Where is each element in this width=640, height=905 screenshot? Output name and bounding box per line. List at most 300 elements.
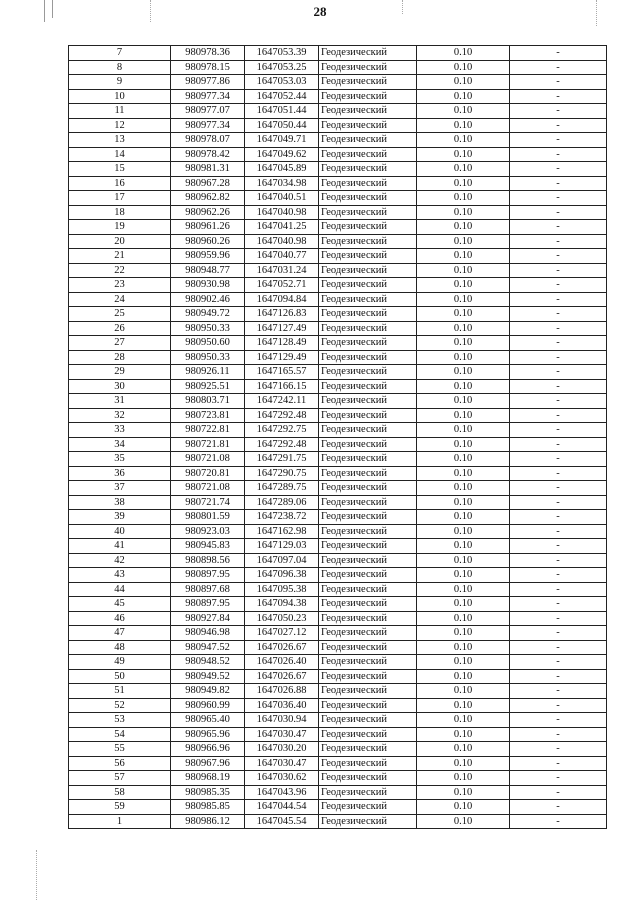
method-cell: Геодезический (319, 553, 417, 568)
x-coordinate-cell: 980927.84 (171, 611, 245, 626)
scan-artifact-line (52, 0, 53, 18)
description-cell: - (510, 553, 607, 568)
method-cell: Геодезический (319, 191, 417, 206)
y-coordinate-cell: 1647126.83 (245, 307, 319, 322)
scan-artifact-dots (402, 0, 403, 14)
table-row (69, 669, 607, 684)
y-coordinate-cell: 1647026.40 (245, 655, 319, 670)
y-coordinate-cell: 1647040.51 (245, 191, 319, 206)
precision-cell: 0.10 (417, 742, 510, 757)
description-cell: - (510, 263, 607, 278)
x-coordinate-cell: 980962.26 (171, 205, 245, 220)
y-coordinate-cell: 1647031.24 (245, 263, 319, 278)
method-cell: Геодезический (319, 321, 417, 336)
method-cell: Геодезический (319, 611, 417, 626)
description-cell: - (510, 510, 607, 525)
table-row (69, 481, 607, 496)
x-coordinate-cell: 980977.07 (171, 104, 245, 119)
x-coordinate-cell: 980981.31 (171, 162, 245, 177)
method-cell: Геодезический (319, 162, 417, 177)
description-cell: - (510, 524, 607, 539)
scan-artifact-line (44, 0, 45, 22)
x-coordinate-cell: 980960.26 (171, 234, 245, 249)
precision-cell: 0.10 (417, 104, 510, 119)
precision-cell: 0.10 (417, 263, 510, 278)
method-cell: Геодезический (319, 104, 417, 119)
x-coordinate-cell: 980967.96 (171, 756, 245, 771)
table-row (69, 118, 607, 133)
precision-cell: 0.10 (417, 437, 510, 452)
method-cell: Геодезический (319, 133, 417, 148)
method-cell: Геодезический (319, 481, 417, 496)
method-cell: Геодезический (319, 437, 417, 452)
method-cell: Геодезический (319, 814, 417, 829)
table-row (69, 800, 607, 815)
description-cell: - (510, 814, 607, 829)
table-row (69, 756, 607, 771)
table-row (69, 655, 607, 670)
table-row (69, 539, 607, 554)
y-coordinate-cell: 1647030.47 (245, 756, 319, 771)
table-row (69, 597, 607, 612)
y-coordinate-cell: 1647040.77 (245, 249, 319, 264)
point-number-cell: 56 (69, 756, 171, 771)
x-coordinate-cell: 980961.26 (171, 220, 245, 235)
point-number-cell: 48 (69, 640, 171, 655)
x-coordinate-cell: 980722.81 (171, 423, 245, 438)
point-number-cell: 59 (69, 800, 171, 815)
description-cell: - (510, 278, 607, 293)
table-row (69, 771, 607, 786)
method-cell: Геодезический (319, 800, 417, 815)
point-number-cell: 42 (69, 553, 171, 568)
point-number-cell: 41 (69, 539, 171, 554)
method-cell: Геодезический (319, 452, 417, 467)
method-cell: Геодезический (319, 655, 417, 670)
method-cell: Геодезический (319, 466, 417, 481)
table-row (69, 307, 607, 322)
description-cell: - (510, 713, 607, 728)
precision-cell: 0.10 (417, 698, 510, 713)
description-cell: - (510, 742, 607, 757)
table-row (69, 104, 607, 119)
point-number-cell: 17 (69, 191, 171, 206)
table-row (69, 249, 607, 264)
y-coordinate-cell: 1647292.48 (245, 437, 319, 452)
point-number-cell: 43 (69, 568, 171, 583)
y-coordinate-cell: 1647291.75 (245, 452, 319, 467)
point-number-cell: 58 (69, 785, 171, 800)
precision-cell: 0.10 (417, 553, 510, 568)
scan-artifact-dots (596, 0, 597, 26)
x-coordinate-cell: 980967.28 (171, 176, 245, 191)
point-number-cell: 18 (69, 205, 171, 220)
point-number-cell: 37 (69, 481, 171, 496)
page-number: 28 (313, 4, 327, 19)
table-row (69, 394, 607, 409)
method-cell: Геодезический (319, 147, 417, 162)
precision-cell: 0.10 (417, 756, 510, 771)
y-coordinate-cell: 1647094.84 (245, 292, 319, 307)
y-coordinate-cell: 1647289.06 (245, 495, 319, 510)
x-coordinate-cell: 980966.96 (171, 742, 245, 757)
x-coordinate-cell: 980721.08 (171, 452, 245, 467)
point-number-cell: 16 (69, 176, 171, 191)
y-coordinate-cell: 1647052.71 (245, 278, 319, 293)
y-coordinate-cell: 1647129.03 (245, 539, 319, 554)
table-row (69, 336, 607, 351)
method-cell: Геодезический (319, 713, 417, 728)
table-row (69, 321, 607, 336)
table-row (69, 582, 607, 597)
table-row (69, 379, 607, 394)
method-cell: Геодезический (319, 539, 417, 554)
x-coordinate-cell: 980977.34 (171, 89, 245, 104)
method-cell: Геодезический (319, 350, 417, 365)
precision-cell: 0.10 (417, 394, 510, 409)
point-number-cell: 50 (69, 669, 171, 684)
description-cell: - (510, 46, 607, 61)
table-row (69, 684, 607, 699)
x-coordinate-cell: 980950.60 (171, 336, 245, 351)
method-cell: Геодезический (319, 307, 417, 322)
point-number-cell: 20 (69, 234, 171, 249)
x-coordinate-cell: 980960.99 (171, 698, 245, 713)
description-cell: - (510, 655, 607, 670)
precision-cell: 0.10 (417, 481, 510, 496)
point-number-cell: 1 (69, 814, 171, 829)
point-number-cell: 23 (69, 278, 171, 293)
precision-cell: 0.10 (417, 626, 510, 641)
x-coordinate-cell: 980801.59 (171, 510, 245, 525)
method-cell: Геодезический (319, 597, 417, 612)
table-row (69, 727, 607, 742)
point-number-cell: 13 (69, 133, 171, 148)
description-cell: - (510, 437, 607, 452)
method-cell: Геодезический (319, 394, 417, 409)
x-coordinate-cell: 980978.36 (171, 46, 245, 61)
point-number-cell: 12 (69, 118, 171, 133)
description-cell: - (510, 452, 607, 467)
x-coordinate-cell: 980978.07 (171, 133, 245, 148)
method-cell: Геодезический (319, 379, 417, 394)
method-cell: Геодезический (319, 336, 417, 351)
x-coordinate-cell: 980962.82 (171, 191, 245, 206)
x-coordinate-cell: 980949.72 (171, 307, 245, 322)
point-number-cell: 15 (69, 162, 171, 177)
point-number-cell: 47 (69, 626, 171, 641)
y-coordinate-cell: 1647044.54 (245, 800, 319, 815)
x-coordinate-cell: 980803.71 (171, 394, 245, 409)
precision-cell: 0.10 (417, 365, 510, 380)
y-coordinate-cell: 1647165.57 (245, 365, 319, 380)
point-number-cell: 28 (69, 350, 171, 365)
y-coordinate-cell: 1647097.04 (245, 553, 319, 568)
method-cell: Геодезический (319, 60, 417, 75)
table-row (69, 524, 607, 539)
description-cell: - (510, 104, 607, 119)
precision-cell: 0.10 (417, 249, 510, 264)
y-coordinate-cell: 1647095.38 (245, 582, 319, 597)
table-row (69, 640, 607, 655)
description-cell: - (510, 466, 607, 481)
point-number-cell: 35 (69, 452, 171, 467)
description-cell: - (510, 597, 607, 612)
precision-cell: 0.10 (417, 452, 510, 467)
point-number-cell: 8 (69, 60, 171, 75)
x-coordinate-cell: 980978.15 (171, 60, 245, 75)
precision-cell: 0.10 (417, 423, 510, 438)
precision-cell: 0.10 (417, 582, 510, 597)
description-cell: - (510, 408, 607, 423)
method-cell: Геодезический (319, 234, 417, 249)
precision-cell: 0.10 (417, 655, 510, 670)
description-cell: - (510, 640, 607, 655)
description-cell: - (510, 133, 607, 148)
y-coordinate-cell: 1647051.44 (245, 104, 319, 119)
method-cell: Геодезический (319, 75, 417, 90)
y-coordinate-cell: 1647030.62 (245, 771, 319, 786)
description-cell: - (510, 771, 607, 786)
y-coordinate-cell: 1647030.20 (245, 742, 319, 757)
method-cell: Геодезический (319, 582, 417, 597)
method-cell: Геодезический (319, 756, 417, 771)
y-coordinate-cell: 1647050.23 (245, 611, 319, 626)
y-coordinate-cell: 1647026.88 (245, 684, 319, 699)
y-coordinate-cell: 1647292.75 (245, 423, 319, 438)
precision-cell: 0.10 (417, 350, 510, 365)
y-coordinate-cell: 1647041.25 (245, 220, 319, 235)
y-coordinate-cell: 1647129.49 (245, 350, 319, 365)
method-cell: Геодезический (319, 568, 417, 583)
description-cell: - (510, 611, 607, 626)
x-coordinate-cell: 980949.82 (171, 684, 245, 699)
method-cell: Геодезический (319, 220, 417, 235)
precision-cell: 0.10 (417, 524, 510, 539)
table-row (69, 452, 607, 467)
table-row (69, 162, 607, 177)
method-cell: Геодезический (319, 205, 417, 220)
y-coordinate-cell: 1647030.94 (245, 713, 319, 728)
x-coordinate-cell: 980723.81 (171, 408, 245, 423)
precision-cell: 0.10 (417, 191, 510, 206)
point-number-cell: 44 (69, 582, 171, 597)
y-coordinate-cell: 1647027.12 (245, 626, 319, 641)
description-cell: - (510, 495, 607, 510)
point-number-cell: 39 (69, 510, 171, 525)
x-coordinate-cell: 980985.35 (171, 785, 245, 800)
description-cell: - (510, 176, 607, 191)
y-coordinate-cell: 1647049.71 (245, 133, 319, 148)
description-cell: - (510, 800, 607, 815)
precision-cell: 0.10 (417, 46, 510, 61)
table-row (69, 292, 607, 307)
description-cell: - (510, 234, 607, 249)
x-coordinate-cell: 980965.96 (171, 727, 245, 742)
y-coordinate-cell: 1647050.44 (245, 118, 319, 133)
x-coordinate-cell: 980721.74 (171, 495, 245, 510)
precision-cell: 0.10 (417, 684, 510, 699)
point-number-cell: 14 (69, 147, 171, 162)
table-row (69, 176, 607, 191)
precision-cell: 0.10 (417, 118, 510, 133)
table-row (69, 191, 607, 206)
precision-cell: 0.10 (417, 408, 510, 423)
x-coordinate-cell: 980923.03 (171, 524, 245, 539)
x-coordinate-cell: 980985.85 (171, 800, 245, 815)
description-cell: - (510, 292, 607, 307)
method-cell: Геодезический (319, 771, 417, 786)
precision-cell: 0.10 (417, 727, 510, 742)
x-coordinate-cell: 980949.52 (171, 669, 245, 684)
point-number-cell: 55 (69, 742, 171, 757)
precision-cell: 0.10 (417, 176, 510, 191)
x-coordinate-cell: 980950.33 (171, 321, 245, 336)
y-coordinate-cell: 1647026.67 (245, 640, 319, 655)
precision-cell: 0.10 (417, 278, 510, 293)
y-coordinate-cell: 1647096.38 (245, 568, 319, 583)
scan-artifact-dots (36, 850, 37, 900)
precision-cell: 0.10 (417, 379, 510, 394)
point-number-cell: 53 (69, 713, 171, 728)
y-coordinate-cell: 1647292.48 (245, 408, 319, 423)
method-cell: Геодезический (319, 785, 417, 800)
table-row (69, 466, 607, 481)
table-row (69, 437, 607, 452)
point-number-cell: 22 (69, 263, 171, 278)
y-coordinate-cell: 1647026.67 (245, 669, 319, 684)
point-number-cell: 40 (69, 524, 171, 539)
y-coordinate-cell: 1647127.49 (245, 321, 319, 336)
coordinates-table (68, 45, 607, 829)
precision-cell: 0.10 (417, 539, 510, 554)
point-number-cell: 19 (69, 220, 171, 235)
precision-cell: 0.10 (417, 597, 510, 612)
table-row (69, 75, 607, 90)
point-number-cell: 26 (69, 321, 171, 336)
y-coordinate-cell: 1647053.25 (245, 60, 319, 75)
method-cell: Геодезический (319, 263, 417, 278)
table-row (69, 205, 607, 220)
x-coordinate-cell: 980902.46 (171, 292, 245, 307)
table-row (69, 553, 607, 568)
description-cell: - (510, 60, 607, 75)
x-coordinate-cell: 980945.83 (171, 539, 245, 554)
description-cell: - (510, 249, 607, 264)
description-cell: - (510, 147, 607, 162)
y-coordinate-cell: 1647238.72 (245, 510, 319, 525)
point-number-cell: 9 (69, 75, 171, 90)
description-cell: - (510, 191, 607, 206)
x-coordinate-cell: 980978.42 (171, 147, 245, 162)
x-coordinate-cell: 980897.95 (171, 568, 245, 583)
table-row (69, 568, 607, 583)
point-number-cell: 31 (69, 394, 171, 409)
y-coordinate-cell: 1647162.98 (245, 524, 319, 539)
table-row (69, 611, 607, 626)
table-row (69, 423, 607, 438)
description-cell: - (510, 626, 607, 641)
table-row (69, 785, 607, 800)
x-coordinate-cell: 980977.86 (171, 75, 245, 90)
precision-cell: 0.10 (417, 466, 510, 481)
description-cell: - (510, 118, 607, 133)
method-cell: Геодезический (319, 626, 417, 641)
description-cell: - (510, 220, 607, 235)
precision-cell: 0.10 (417, 800, 510, 815)
description-cell: - (510, 336, 607, 351)
table-row (69, 234, 607, 249)
y-coordinate-cell: 1647052.44 (245, 89, 319, 104)
point-number-cell: 54 (69, 727, 171, 742)
precision-cell: 0.10 (417, 321, 510, 336)
y-coordinate-cell: 1647289.75 (245, 481, 319, 496)
point-number-cell: 32 (69, 408, 171, 423)
precision-cell: 0.10 (417, 205, 510, 220)
x-coordinate-cell: 980965.40 (171, 713, 245, 728)
y-coordinate-cell: 1647036.40 (245, 698, 319, 713)
table-row (69, 278, 607, 293)
precision-cell: 0.10 (417, 220, 510, 235)
method-cell: Геодезический (319, 46, 417, 61)
method-cell: Геодезический (319, 684, 417, 699)
precision-cell: 0.10 (417, 771, 510, 786)
table-row (69, 147, 607, 162)
method-cell: Геодезический (319, 292, 417, 307)
coordinates-table-body (69, 46, 607, 829)
point-number-cell: 29 (69, 365, 171, 380)
description-cell: - (510, 365, 607, 380)
x-coordinate-cell: 980926.11 (171, 365, 245, 380)
y-coordinate-cell: 1647040.98 (245, 234, 319, 249)
table-row (69, 350, 607, 365)
table-row (69, 263, 607, 278)
description-cell: - (510, 321, 607, 336)
method-cell: Геодезический (319, 408, 417, 423)
method-cell: Геодезический (319, 640, 417, 655)
x-coordinate-cell: 980721.08 (171, 481, 245, 496)
x-coordinate-cell: 980897.68 (171, 582, 245, 597)
x-coordinate-cell: 980959.96 (171, 249, 245, 264)
precision-cell: 0.10 (417, 713, 510, 728)
x-coordinate-cell: 980948.52 (171, 655, 245, 670)
scan-artifact-dots (150, 0, 151, 22)
method-cell: Геодезический (319, 510, 417, 525)
x-coordinate-cell: 980898.56 (171, 553, 245, 568)
description-cell: - (510, 539, 607, 554)
y-coordinate-cell: 1647094.38 (245, 597, 319, 612)
point-number-cell: 27 (69, 336, 171, 351)
point-number-cell: 57 (69, 771, 171, 786)
description-cell: - (510, 162, 607, 177)
method-cell: Геодезический (319, 176, 417, 191)
method-cell: Геодезический (319, 118, 417, 133)
precision-cell: 0.10 (417, 89, 510, 104)
point-number-cell: 25 (69, 307, 171, 322)
description-cell: - (510, 756, 607, 771)
point-number-cell: 24 (69, 292, 171, 307)
point-number-cell: 11 (69, 104, 171, 119)
point-number-cell: 46 (69, 611, 171, 626)
y-coordinate-cell: 1647053.39 (245, 46, 319, 61)
x-coordinate-cell: 980977.34 (171, 118, 245, 133)
point-number-cell: 38 (69, 495, 171, 510)
method-cell: Геодезический (319, 278, 417, 293)
table-row (69, 510, 607, 525)
description-cell: - (510, 350, 607, 365)
y-coordinate-cell: 1647045.89 (245, 162, 319, 177)
description-cell: - (510, 582, 607, 597)
